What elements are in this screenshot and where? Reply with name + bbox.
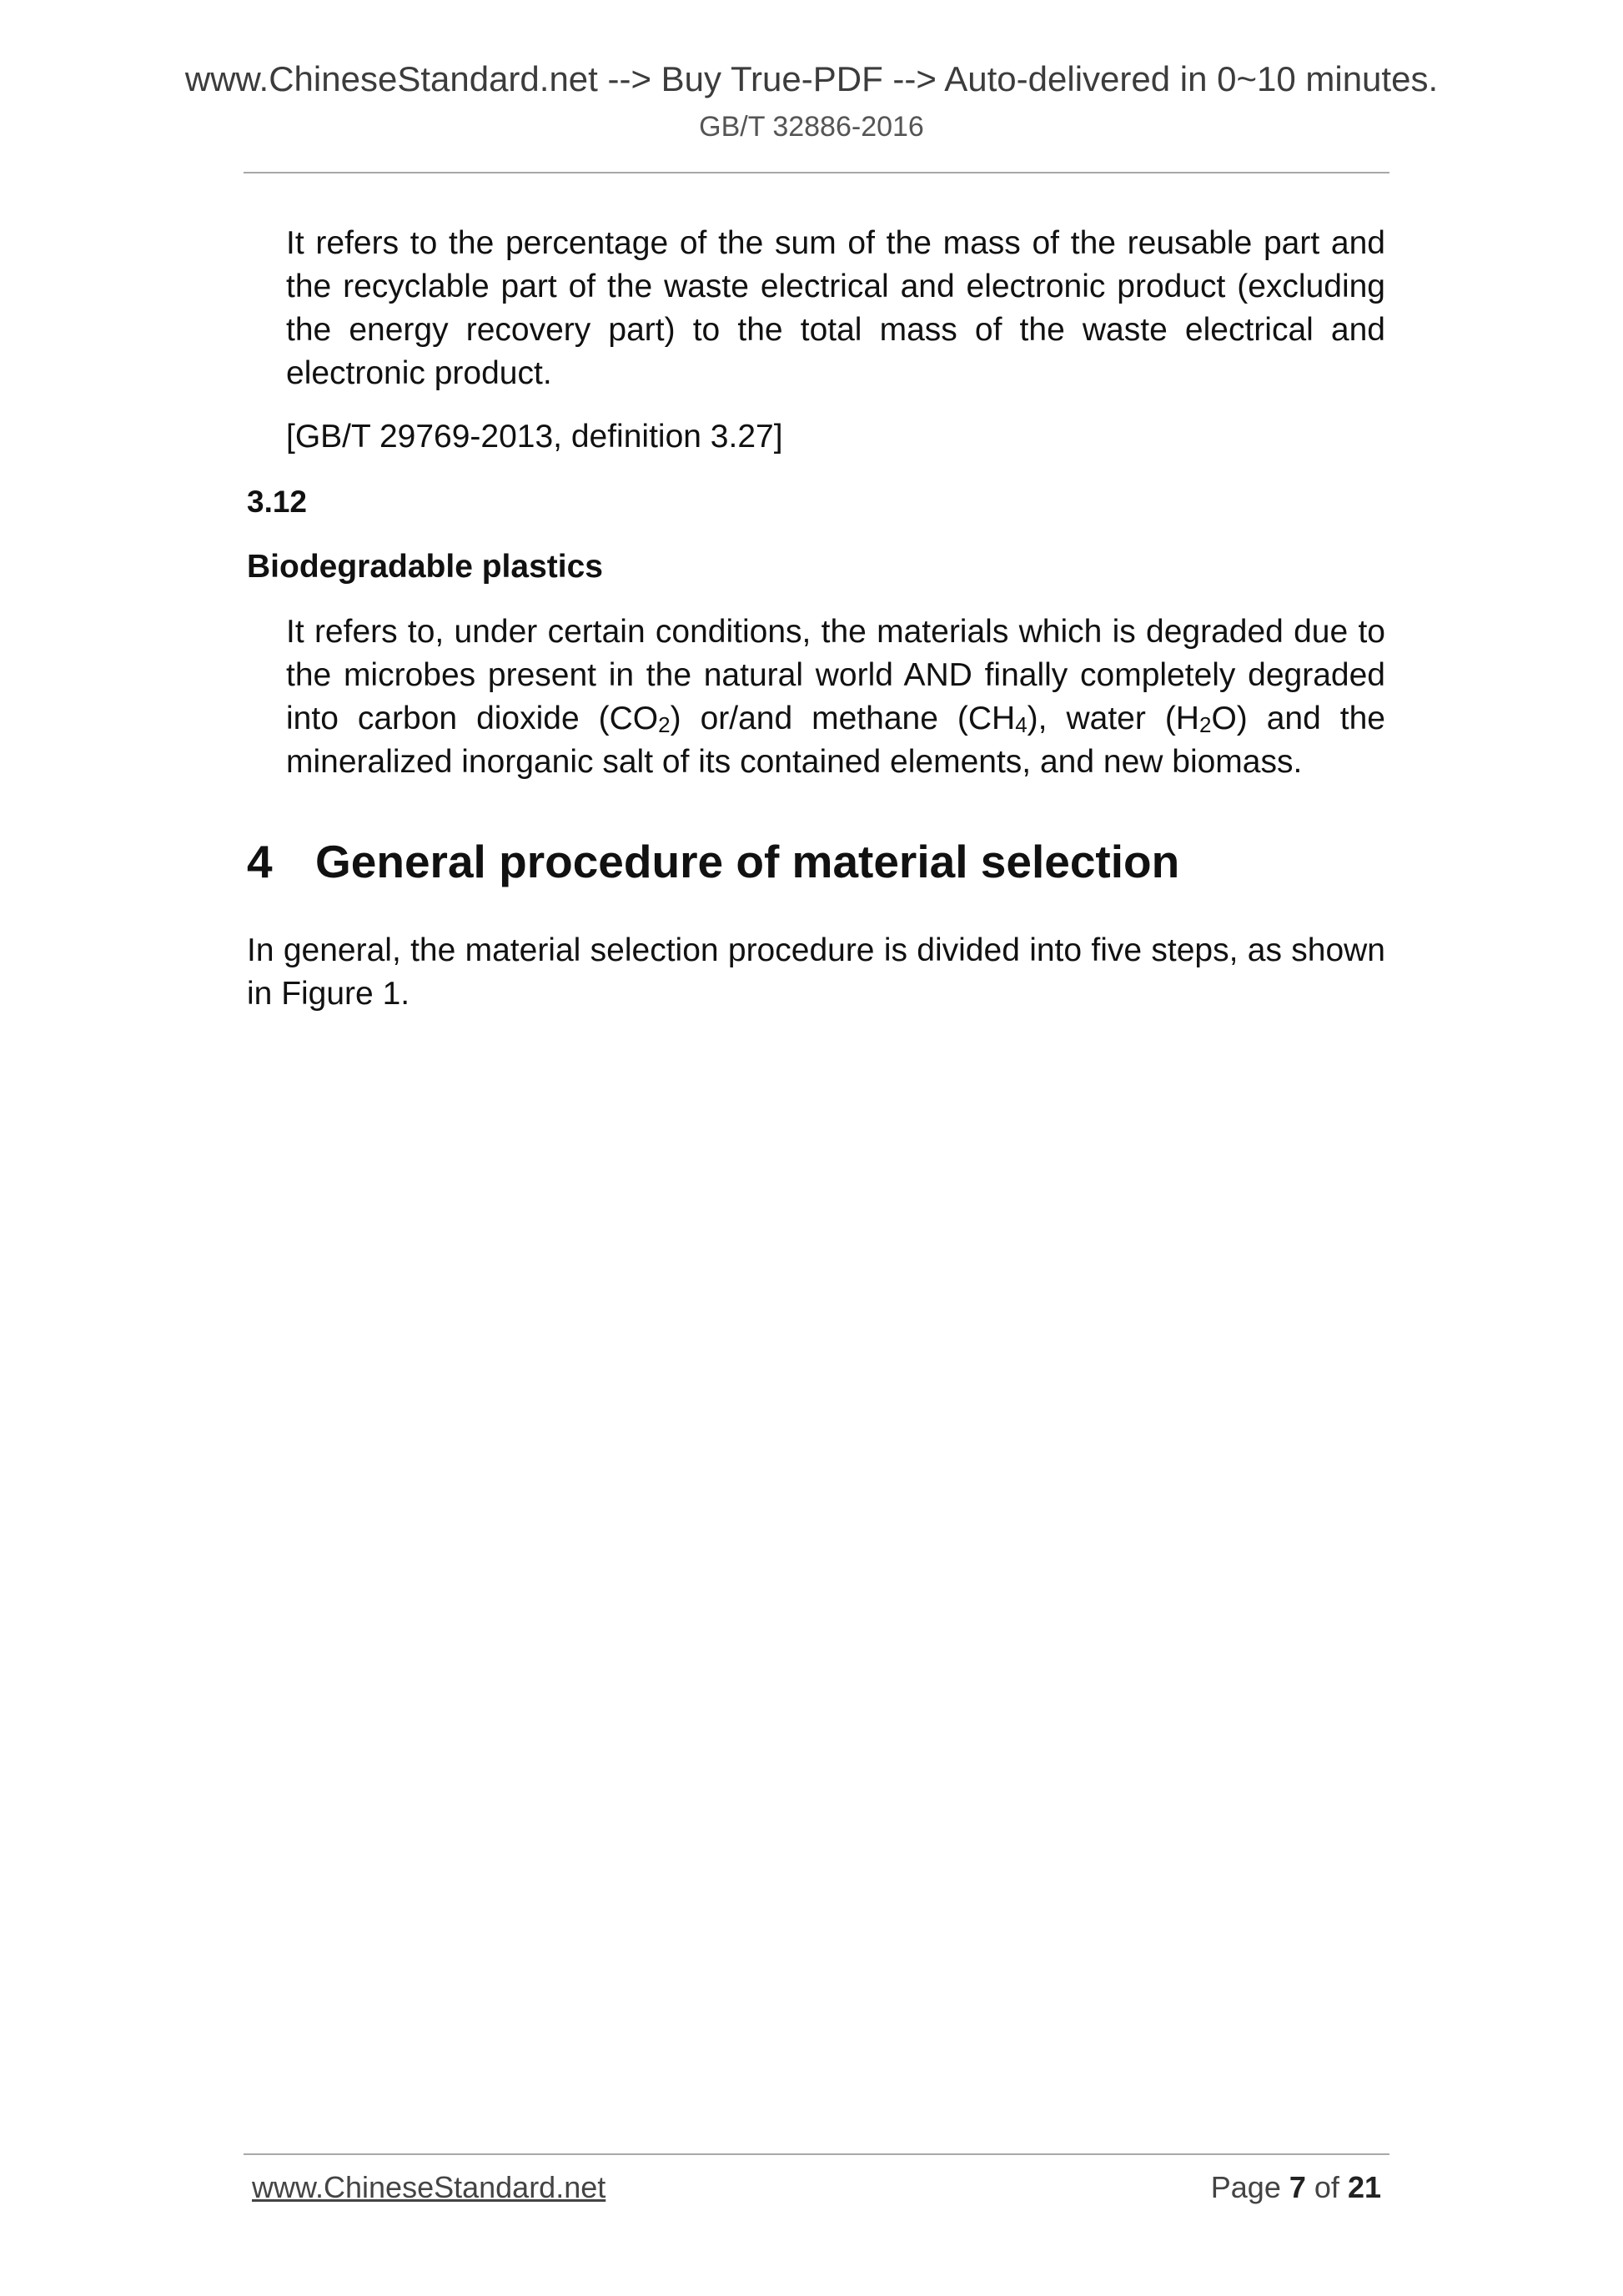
document-body xyxy=(247,222,1385,1016)
page-header xyxy=(0,58,1623,145)
section-4-text: In general, the material selection procedure is divided into five steps, as shown in Figure 1. xyxy=(247,932,1385,1012)
header-divider xyxy=(244,172,1389,173)
subscript: 2 xyxy=(1198,712,1212,737)
clause-3-12-term: Biodegradable plastics xyxy=(247,549,603,585)
page-label: Page xyxy=(1210,2170,1281,2204)
definition-3-11-text: It refers to the percentage of the sum of the mass of the reusable part and the recyclable part of the waste electrical and electronic product (excluding the energy recovery part) to the total mass of the waste electrical and electronic product. xyxy=(286,225,1385,391)
clause-3-12-definition xyxy=(286,610,1385,784)
definition-text-part: ) or/and methane (CH xyxy=(670,701,1016,736)
footer-website-link[interactable]: www.ChineseStandard.net xyxy=(252,2170,606,2204)
clause-number-3-12: 3.12 xyxy=(247,485,308,519)
current-page: 7 xyxy=(1289,2170,1306,2204)
definition-text-part: ), water (H xyxy=(1027,701,1199,736)
subscript: 4 xyxy=(1015,712,1028,737)
definition-3-11-source: [GB/T 29769-2013, definition 3.27] xyxy=(286,419,783,455)
subscript: 2 xyxy=(658,712,671,737)
standard-code: GB/T 32886-2016 xyxy=(699,111,924,143)
page-footer xyxy=(252,2168,1381,2207)
footer-divider xyxy=(244,2153,1389,2155)
section-title: General procedure of material selection xyxy=(315,836,1180,887)
header-banner: www.ChineseStandard.net --> Buy True-PDF --> Auto-delivered in 0~10 minutes. xyxy=(184,59,1439,98)
section-4-heading xyxy=(247,832,1385,891)
total-pages: 21 xyxy=(1347,2170,1381,2204)
definition-text-part: O) and the mineralized inorganic salt of its contained elements, and new biomass. xyxy=(286,701,1385,780)
section-number: 4 xyxy=(247,836,273,887)
page-of: of xyxy=(1314,2170,1339,2204)
page-number xyxy=(1211,2168,1381,2207)
definition-text-part: It refers to, under certain conditions, the materials which is degraded due to the microbes present in the natural world AND finally completely degraded into carbon dioxide (CO xyxy=(286,614,1385,736)
